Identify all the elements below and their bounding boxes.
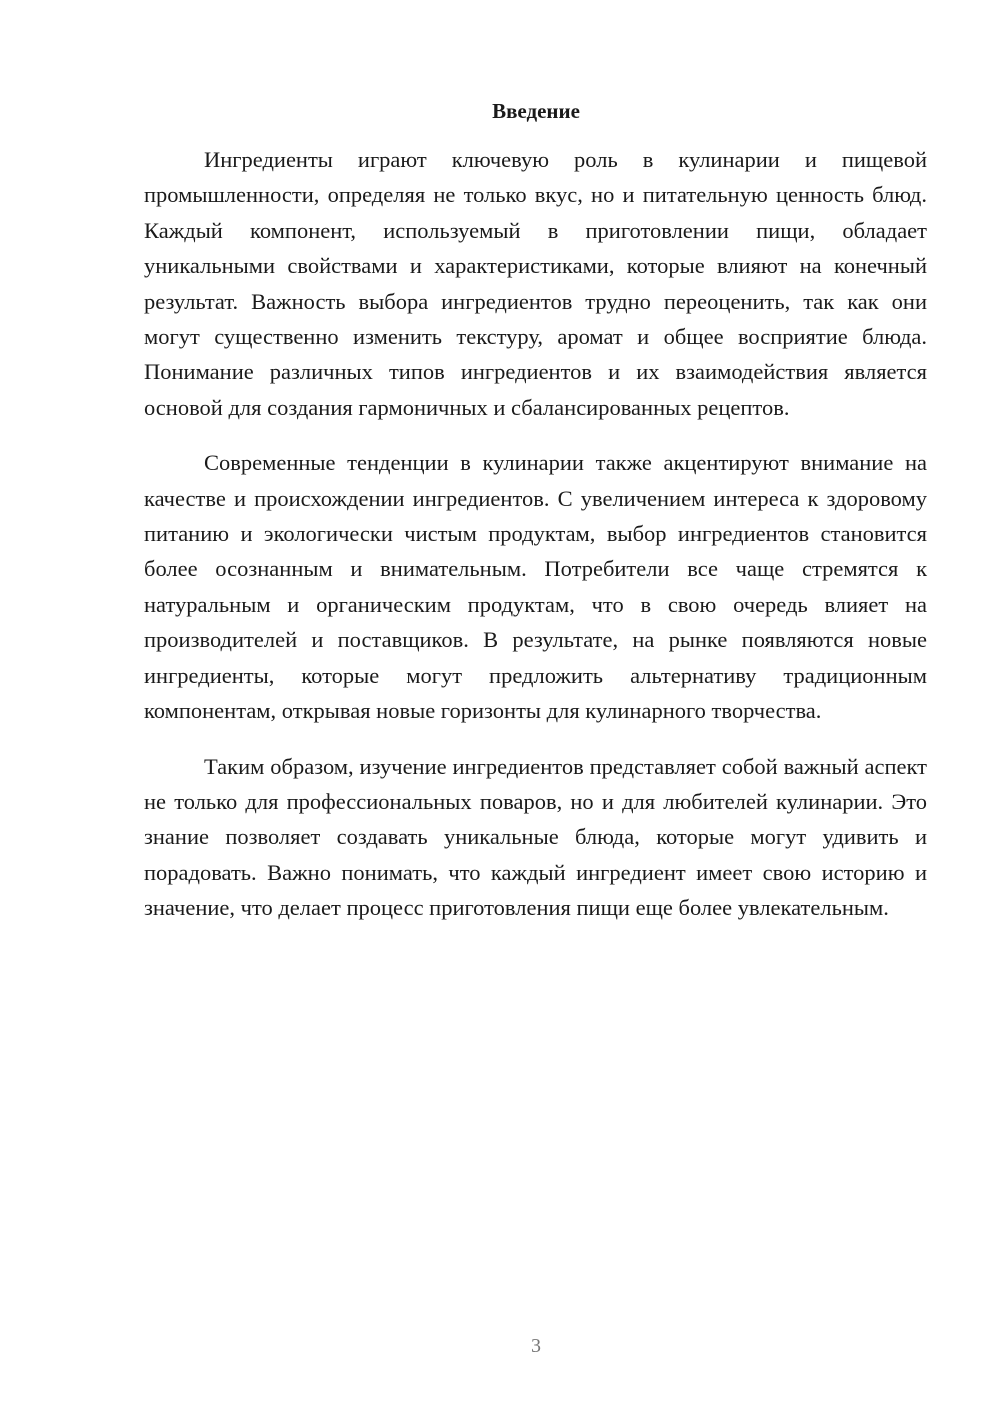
paragraph-1: Ингредиенты играют ключевую роль в кулинарии и пищевой промышленности, определяя не только вкус, но и питательную ценность блюд. Каждый компонент, используемый в приготовлении пищи, обладает уникальными свойствами и характеристиками, которые влияют на конечный результат. Важность выбора ингредиентов трудно переоценить, так как они могут существенно изменить текстуру, аромат и общее восприятие блюда. Понимание различных типов ингредиентов и их взаимодействия является основой для создания гармоничных и сбалансированных рецептов. <box>144 147 927 420</box>
body-text <box>144 142 927 946</box>
section-heading: Введение <box>492 99 580 123</box>
paragraph-3: Таким образом, изучение ингредиентов представляет собой важный аспект не только для профессиональных поваров, но и для любителей кулинарии. Это знание позволяет создавать уникальные блюда, которые могут удивить и порадовать. Важно понимать, что каждый ингредиент имеет свою историю и значение, что делает процесс приготовления пищи еще более увлекательным. <box>144 753 927 921</box>
paragraph-2: Современные тенденции в кулинарии также акцентируют внимание на качестве и происхождении ингредиентов. С увеличением интереса к здоровому питанию и экологически чистым продуктам, выбор ингредиентов становится более осознанным и внимательным. Потребители все чаще стремятся к натуральным и органическим продуктам, что в свою очередь влияет на производителей и поставщиков. В результате, на рынке появляются новые ингредиенты, которые могут предложить альтернативу традиционным компонентам, открывая новые горизонты для кулинарного творчества. <box>144 450 927 724</box>
page-number: 3 <box>531 1335 541 1357</box>
